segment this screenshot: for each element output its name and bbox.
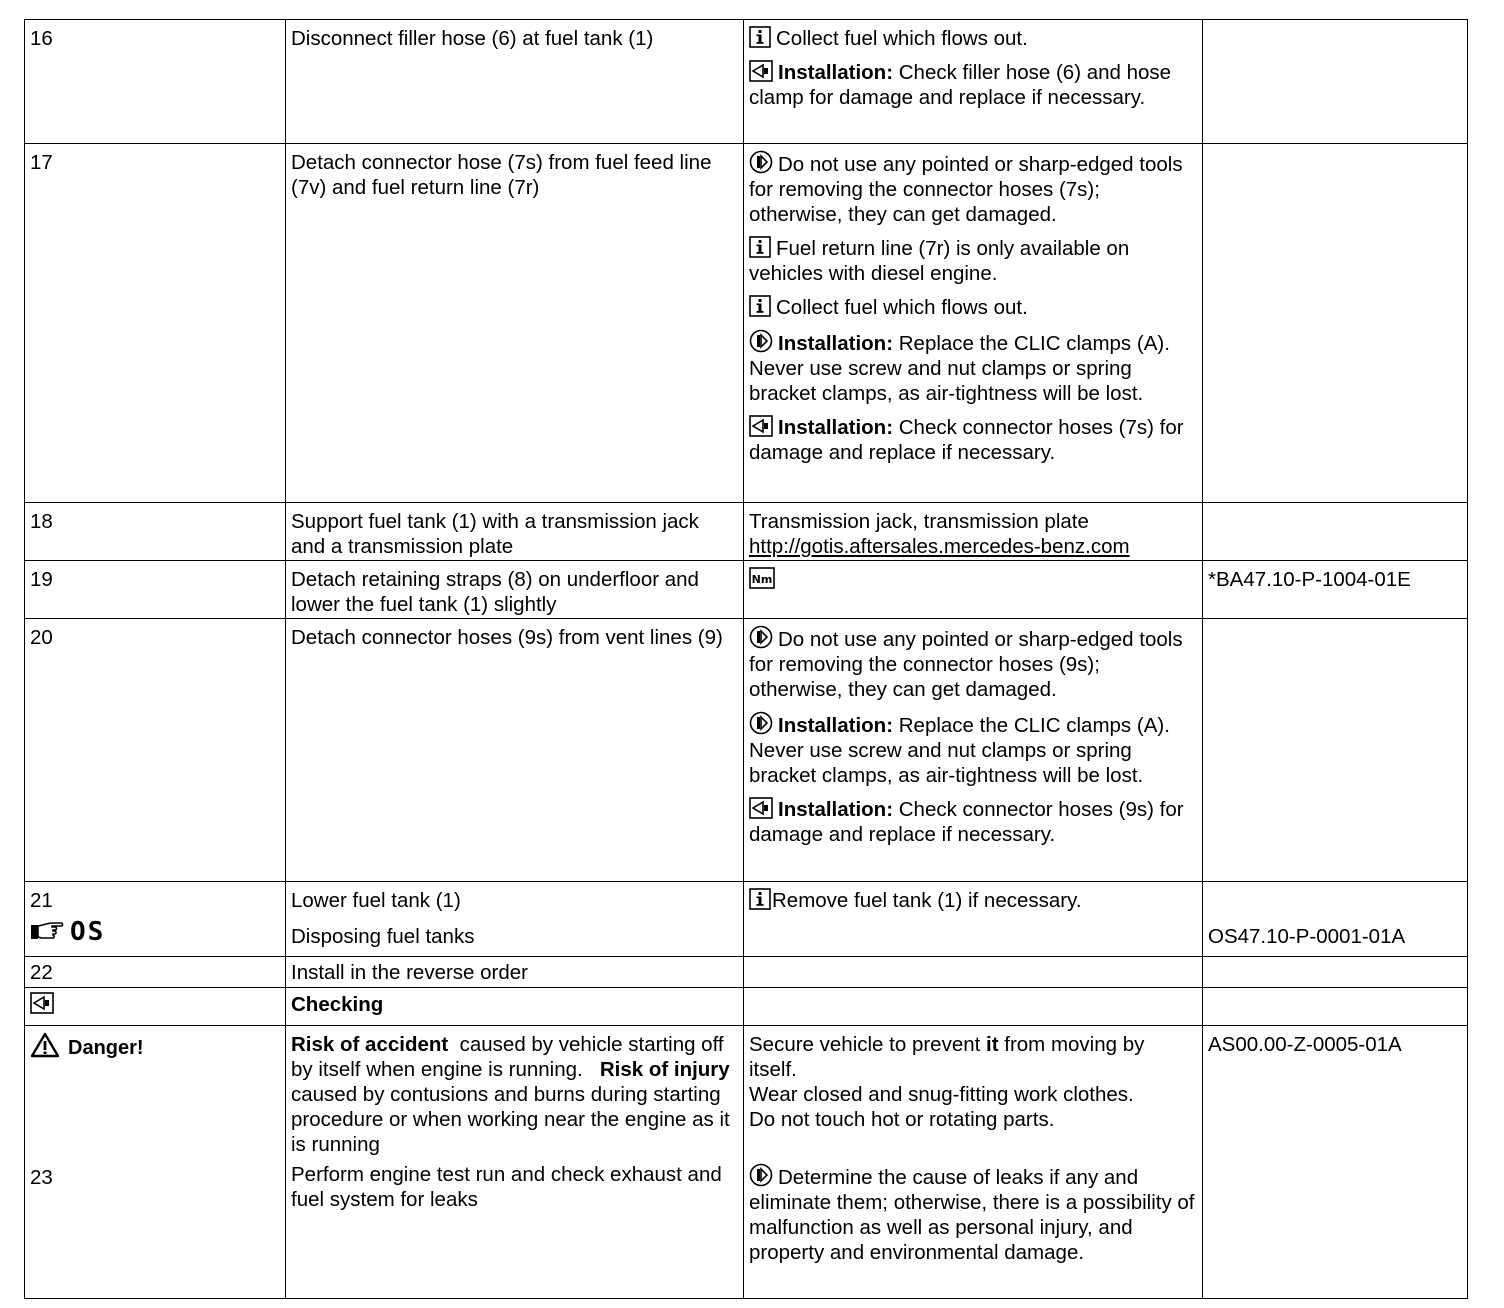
table-row [25,20,1468,144]
table-row [25,1026,1468,1299]
checking-heading: Checking [291,993,384,1016]
danger-reference-link[interactable]: AS00.00-Z-0005-01A [1208,1033,1402,1056]
caution-icon [749,1163,773,1187]
reference-link[interactable]: *BA47.10-P-1004-01E [1208,568,1411,591]
note: Installation: Check filler hose (6) and hose clamp for damage and replace if necessary. [749,61,1172,109]
step-22-action: Install in the reverse order [291,961,529,984]
step-19-number: 19 [30,568,53,591]
os-reference-mark: OS [30,919,105,946]
caution-icon [749,150,773,174]
step-23-action: Perform engine test run and check exhaust and fuel system for leaks [291,1163,722,1211]
table-row: 21 OS Lower fuel tank (1) Disposing fuel tanks Remove fuel tank (1) if necessary. OS47.10-P-0001-01A [25,882,1468,957]
installation-icon [749,797,773,819]
installation-icon [30,996,54,1019]
note: Fuel return line (7r) is only available on vehicles with diesel engine. [749,237,1130,285]
step-23-number: 23 [30,1166,53,1189]
note: Installation: Replace the CLIC clamps (A). Never use screw and nut clamps or spring bracket clamps, as air-tightness will be lost. [749,711,1197,788]
table-row [25,988,1468,1026]
step-17-action: Detach connector hose (7s) from fuel feed line (7v) and fuel return line (7r) [291,151,712,199]
note: Installation: Replace the CLIC clamps (A). Never use screw and nut clamps or spring bracket clamps, as air-tightness will be lost. [749,329,1197,406]
info-icon [749,26,771,48]
note: Collect fuel which flows out. [749,26,1197,51]
step-17-number: 17 [30,151,53,174]
gotis-link[interactable]: http://gotis.aftersales.mercedes-benz.com [749,535,1130,558]
reference [1203,20,1468,144]
note: Installation: Check connector hoses (7s) for damage and replace if necessary. [749,416,1184,464]
step-number [25,20,286,144]
note: Collect fuel which flows out. [749,295,1197,320]
torque-nm-icon [749,567,775,589]
step-19-action: Detach retaining straps (8) on underfloor and lower the fuel tank (1) slightly [291,568,699,616]
reference [1203,144,1468,503]
table-row [25,144,1468,503]
note: Do not use any pointed or sharp-edged tools for removing the connector hoses (7s); otherwise, they can get damaged. [749,150,1197,227]
torque-nm-label: Nm [751,573,773,586]
step-16-number: 16 [30,27,53,50]
step-21-number: 21 [30,889,53,912]
danger-description: Risk of accident caused by vehicle starting off by itself when engine is running. Risk of injury caused by contusions and burns during starting procedure or when working near the engine as it is running [291,1033,730,1156]
reference [1203,503,1468,561]
step-22-number: 22 [30,961,53,984]
reference [1203,619,1468,882]
repair-procedure-table [24,19,1468,1299]
step-18-action: Support fuel tank (1) with a transmission jack and a transmission plate [291,510,699,558]
table-row [25,561,1468,619]
tool-text: Transmission jack, transmission plate [749,510,1089,533]
step-16-action: Disconnect filler hose (6) at fuel tank (1) [291,27,654,50]
step-notes [744,619,1203,882]
info-icon [749,236,771,258]
info-icon [749,888,771,910]
caution-icon [749,711,773,735]
step-18-number: 18 [30,510,53,533]
step-20-number: 20 [30,626,53,649]
warning-triangle-icon [30,1032,60,1065]
danger-measures: Secure vehicle to prevent it from moving by itself. Wear closed and snug-fitting work clothes. Do not touch hot or rotating parts. [749,1033,1145,1131]
step-20-action: Detach connector hoses (9s) from vent lines (9) [291,626,723,649]
os-reference-link[interactable]: OS47.10-P-0001-01A [1208,925,1406,948]
caution-icon [749,329,773,353]
table-row [25,957,1468,988]
table-row [25,503,1468,561]
os-action: Disposing fuel tanks [291,925,475,948]
danger-label: Danger! [30,1032,144,1065]
step-action [286,20,744,144]
info-icon [749,295,771,317]
step-notes [744,144,1203,503]
table-row [25,619,1468,882]
step-21-action: Lower fuel tank (1) [291,889,461,912]
installation-icon [749,60,773,82]
installation-icon [749,415,773,437]
step-notes [744,20,1203,144]
pointing-hand-icon [30,919,64,946]
note: Installation: Check connector hoses (9s) for damage and replace if necessary. [749,798,1184,846]
note: Determine the cause of leaks if any and eliminate them; otherwise, there is a possibility of malfunction as well as personal injury, and property and environmental damage. [749,1163,1197,1265]
note: Do not use any pointed or sharp-edged tools for removing the connector hoses (9s); otherwise, they can get damaged. [749,625,1197,702]
caution-icon [749,625,773,649]
